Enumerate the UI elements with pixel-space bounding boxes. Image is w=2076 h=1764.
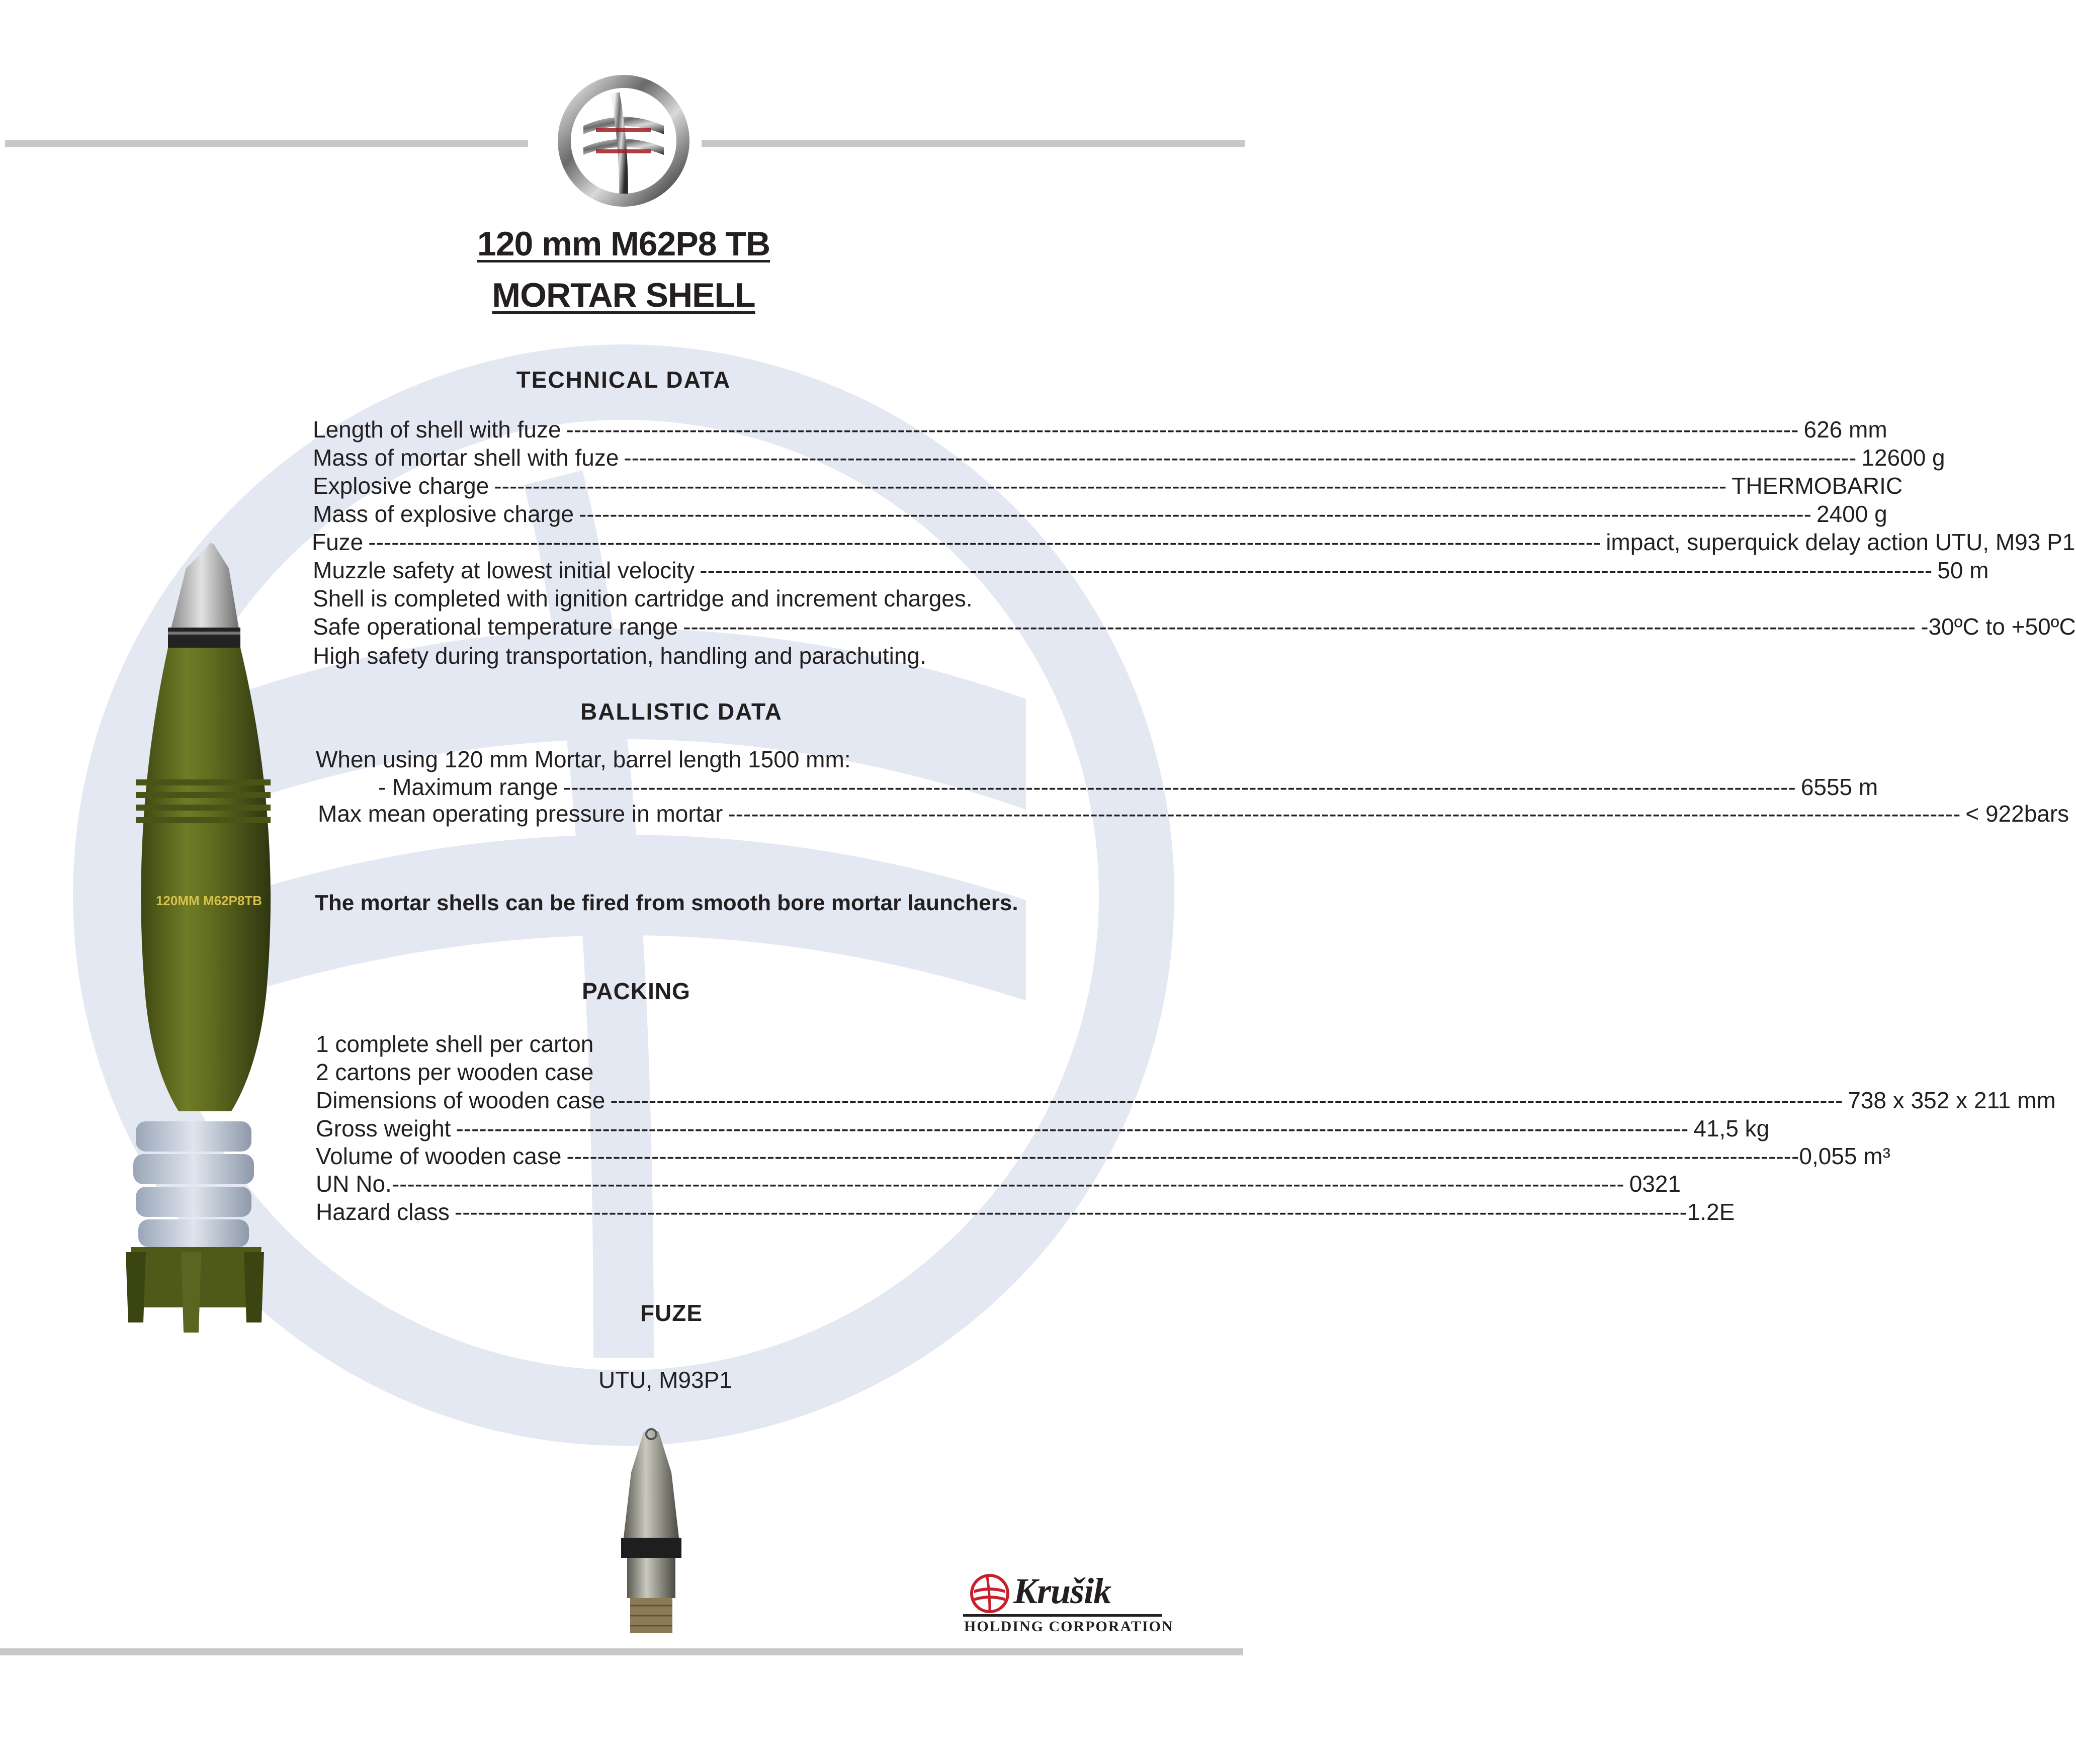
brand-emblem-icon bbox=[969, 1573, 1010, 1614]
tech-row: Muzzle safety at lowest initial velocity ---------------------------------------------------------------------------------------------------------------------------------------------------------------- 50 m bbox=[313, 557, 1989, 583]
packing-row: Volume of wooden case ---------------------------------------------------------------------------------------------------------------------------------------------------------------- 0,055 m³ bbox=[316, 1143, 1890, 1169]
dash-leader: ---------------------------------------------------------------------------------------------------------------------------------------------------------------- bbox=[368, 529, 1601, 555]
packing-row: Gross weight ---------------------------------------------------------------------------------------------------------------------------------------------------------------- 41,5 kg bbox=[316, 1115, 1770, 1141]
dash-leader: ---------------------------------------------------------------------------------------------------------------------------------------------------------------- bbox=[610, 1087, 1843, 1113]
dash-leader: ---------------------------------------------------------------------------------------------------------------------------------------------------------------- bbox=[566, 1143, 1799, 1169]
ballistic-note: The mortar shells can be fired from smooth bore mortar launchers. bbox=[315, 891, 1018, 915]
tech-row: Mass of mortar shell with fuze ---------------------------------------------------------------------------------------------------------------------------------------------------------------- 12600 g bbox=[313, 445, 1945, 471]
tech-row: Explosive charge ---------------------------------------------------------------------------------------------------------------------------------------------------------------- THERMOBARIC bbox=[313, 473, 1903, 499]
ballistic-data-heading: BALLISTIC DATA bbox=[580, 698, 783, 725]
packing-row: Dimensions of wooden case ---------------------------------------------------------------------------------------------------------------------------------------------------------------- 738 x 352 x 211 mm bbox=[316, 1087, 2056, 1113]
page-title-line2: MORTAR SHELL bbox=[492, 276, 755, 314]
tech-note: Shell is completed with ignition cartridge and increment charges. bbox=[313, 585, 973, 611]
shell-marking: 120MM M62P8TB bbox=[156, 893, 262, 908]
mortar-shell-image bbox=[116, 538, 277, 1343]
company-emblem-logo bbox=[556, 73, 691, 209]
packing-line: 1 complete shell per carton bbox=[316, 1031, 594, 1057]
fuze-heading: FUZE bbox=[640, 1300, 703, 1326]
bottom-rule bbox=[0, 1648, 1243, 1655]
tech-row: Safe operational temperature range ---------------------------------------------------------------------------------------------------------------------------------------------------------------- -30ºC to +50ºC bbox=[313, 613, 2076, 640]
dash-leader: ---------------------------------------------------------------------------------------------------------------------------------------------------------------- bbox=[391, 1171, 1624, 1197]
technical-data-heading: TECHNICAL DATA bbox=[516, 367, 731, 393]
tech-row: Fuze ---------------------------------------------------------------------------------------------------------------------------------------------------------------- impact, superquick delay action UTU, M93 P1 bbox=[312, 529, 2075, 555]
fuze-value: UTU, M93P1 bbox=[598, 1367, 732, 1393]
page-title-line1: 120 mm M62P8 TB bbox=[477, 225, 770, 263]
dash-leader: ---------------------------------------------------------------------------------------------------------------------------------------------------------------- bbox=[456, 1115, 1689, 1141]
tech-row: Mass of explosive charge ---------------------------------------------------------------------------------------------------------------------------------------------------------------- 2400 g bbox=[313, 501, 1887, 527]
ballistic-intro: When using 120 mm Mortar, barrel length 1500 mm: bbox=[316, 746, 851, 772]
ballistic-row: Max mean operating pressure in mortar ---------------------------------------------------------------------------------------------------------------------------------------------------------------- < 922bars bbox=[318, 801, 2069, 827]
tech-note: High safety during transportation, handling and parachuting. bbox=[313, 643, 926, 669]
packing-row: Hazard class ---------------------------------------------------------------------------------------------------------------------------------------------------------------- 1.2E bbox=[316, 1199, 1735, 1225]
top-rule-right bbox=[702, 140, 1245, 147]
dash-leader: ---------------------------------------------------------------------------------------------------------------------------------------------------------------- bbox=[728, 801, 1961, 827]
dash-leader: ---------------------------------------------------------------------------------------------------------------------------------------------------------------- bbox=[494, 473, 1727, 499]
fuze-image bbox=[616, 1427, 686, 1641]
packing-row: UN No. ---------------------------------------------------------------------------------------------------------------------------------------------------------------- 0321 bbox=[316, 1171, 1681, 1197]
packing-line: 2 cartons per wooden case bbox=[316, 1059, 594, 1085]
brand-name: Krušik bbox=[1013, 1571, 1111, 1611]
brand-logo bbox=[963, 1569, 1174, 1639]
dash-leader: ---------------------------------------------------------------------------------------------------------------------------------------------------------------- bbox=[566, 416, 1799, 443]
dash-leader: ---------------------------------------------------------------------------------------------------------------------------------------------------------------- bbox=[579, 501, 1811, 527]
tech-row: Length of shell with fuze ---------------------------------------------------------------------------------------------------------------------------------------------------------------- 626 mm bbox=[313, 416, 1887, 443]
dash-leader: ---------------------------------------------------------------------------------------------------------------------------------------------------------------- bbox=[624, 445, 1857, 471]
ballistic-row: - Maximum range ---------------------------------------------------------------------------------------------------------------------------------------------------------------- 6555 m bbox=[378, 774, 1878, 800]
dash-leader: ---------------------------------------------------------------------------------------------------------------------------------------------------------------- bbox=[700, 557, 1933, 583]
brand-underline bbox=[963, 1614, 1162, 1617]
packing-heading: PACKING bbox=[582, 978, 690, 1004]
brand-subtitle: HOLDING CORPORATION bbox=[964, 1618, 1174, 1635]
top-rule-left bbox=[5, 140, 528, 147]
dash-leader: ---------------------------------------------------------------------------------------------------------------------------------------------------------------- bbox=[563, 774, 1796, 800]
dash-leader: ---------------------------------------------------------------------------------------------------------------------------------------------------------------- bbox=[454, 1199, 1687, 1225]
dash-leader: ---------------------------------------------------------------------------------------------------------------------------------------------------------------- bbox=[683, 613, 1916, 640]
